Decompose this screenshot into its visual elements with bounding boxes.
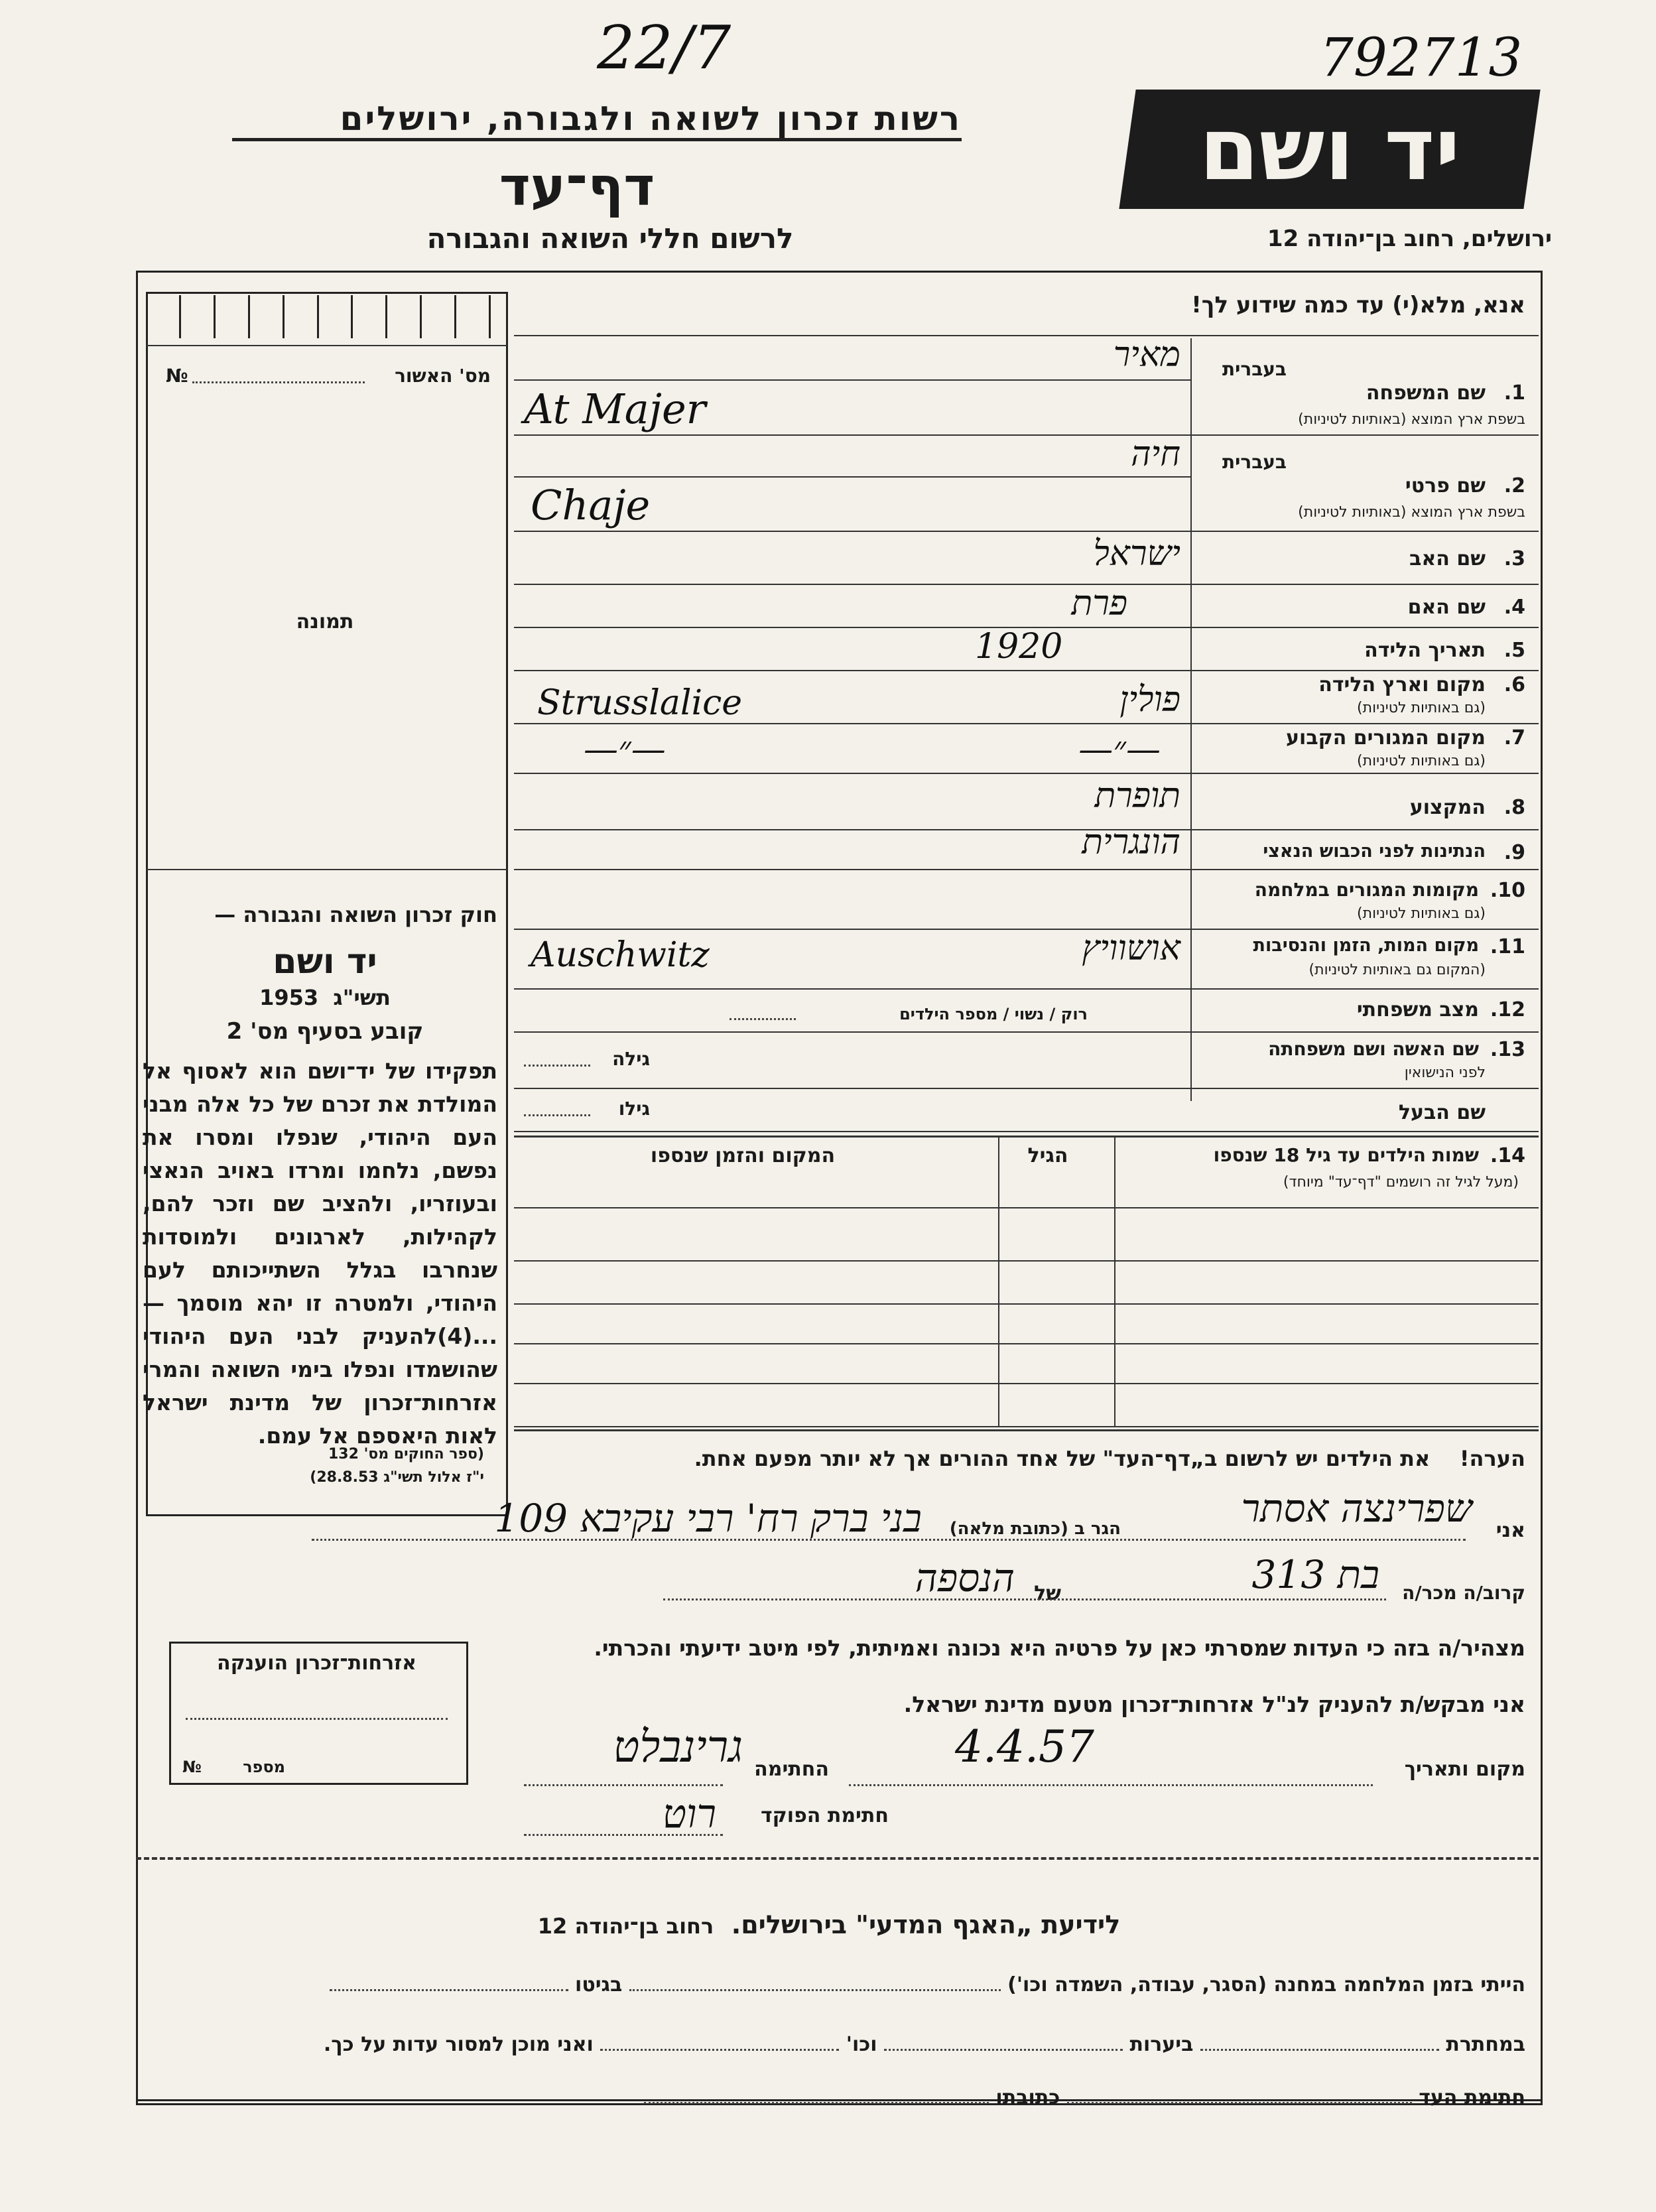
field-1-sub: בשפת ארץ המוצא (באותיות לטיניות) <box>1298 411 1525 428</box>
no-label: № <box>166 365 188 387</box>
field-6-answer-latin: Strusslalice <box>537 683 743 723</box>
field-12-label: מצב משפחתי <box>1356 998 1479 1021</box>
law-year-number: 1953 <box>259 985 319 1010</box>
note-label: הערה! <box>1459 1446 1525 1471</box>
field-1-answer-hebrew: מאיר <box>1113 335 1180 375</box>
document-number: 792713 <box>1320 27 1523 88</box>
field-1-answer-latin: At Majer <box>524 385 706 433</box>
field-11-answer-hebrew: אושוויץ <box>1082 929 1180 968</box>
field-2-answer-latin: Chaje <box>531 481 651 529</box>
field-3-answer: ישראל <box>1093 534 1180 574</box>
cut-line <box>136 1857 1539 1860</box>
note <box>517 1446 1525 1471</box>
decl-place-date: 4.4.57 <box>955 1721 1094 1772</box>
decl-residing-label: הגר ב (כתובת מלאה) <box>949 1519 1121 1539</box>
decl-of-label: של <box>1034 1582 1061 1605</box>
decl-officer-signature: רוט <box>662 1791 716 1837</box>
law-year-hebrew: תשי"ג <box>333 985 391 1010</box>
decl-relative-label: קרוב/ה מכר/ה <box>1402 1582 1525 1604</box>
bottom-witness-address: כתובתו <box>995 2086 1060 2109</box>
field-1-label: שם המשפחה <box>1366 381 1486 405</box>
law-name: יד ושם <box>273 942 377 982</box>
bottom-heading <box>398 1910 1260 1939</box>
form-subtitle: לרשום חללי השואה והגבורה <box>426 222 794 255</box>
bottom-line-1-text: הייתי בזמן המלחמה במחנה (הסגר, עבודה, השמדה וכו') <box>1007 1973 1525 1996</box>
approval-number-label: מס' האשור <box>395 365 491 387</box>
declarant-name: שפרינצה אסתר <box>1241 1486 1472 1531</box>
field-6-sub: (גם באותיות לטיניות) <box>1357 700 1486 716</box>
field-4-number: 4. <box>1503 596 1525 619</box>
law-title: חוק זכרון השואה והגבורה — <box>214 902 497 927</box>
field-8-label: המקצוע <box>1409 796 1486 819</box>
bottom-line-2 <box>146 2033 1525 2056</box>
field-9-answer: הונגרית <box>1082 822 1180 862</box>
children-sub: (מעל לגיל זה רושמים "דף־עד" מיוחד) <box>1283 1174 1519 1191</box>
field-9-number: 9. <box>1503 841 1525 864</box>
field-3-label: שם האב <box>1409 547 1486 570</box>
children-col-place: המקום והזמן שנספו <box>650 1144 836 1167</box>
form-title: דף־עד <box>499 156 655 218</box>
field-5-number: 5. <box>1503 639 1525 662</box>
field-11-number: 11. <box>1490 935 1525 958</box>
bottom-forests: ביערות <box>1129 2033 1194 2056</box>
field-6-number: 6. <box>1503 673 1525 696</box>
bottom-line-3 <box>146 2086 1525 2109</box>
field-1-number: 1. <box>1503 381 1525 405</box>
bottom-witness-signature: חתימת העד <box>1419 2086 1525 2109</box>
field-10-sub: (גם באותיות לטיניות) <box>1357 905 1486 922</box>
law-clause: קובע בסעיף מס' 2 <box>226 1018 424 1045</box>
field-2-sub: בשפת ארץ המוצא (באותיות לטיניות) <box>1298 504 1525 521</box>
intro-instruction: אנא, מלא(י) עד כמה שידוע לך! <box>1191 292 1525 318</box>
field-1-hebrew-tag: בעברית <box>1222 358 1287 380</box>
field-10-number: 10. <box>1490 879 1525 902</box>
field-11-label: מקום המות, הזמן והנסיבות <box>1253 935 1479 956</box>
law-source: (ספר החוקים מס' 132 <box>328 1446 484 1463</box>
field-7-number: 7. <box>1503 726 1525 749</box>
decl-signature: גרינבלט <box>613 1721 743 1772</box>
field-12-number: 12. <box>1490 998 1525 1021</box>
decl-request: אני מבקש/ת להעניק לנ"ל אזרחות־זכרון מטעם מדינת ישראל. <box>903 1691 1525 1717</box>
field-2-number: 2. <box>1503 474 1525 497</box>
bottom-line-1-end: בגיטו <box>575 1973 623 1996</box>
husband-age-label: גילו <box>618 1098 650 1120</box>
children-col-age: הגיל <box>1027 1144 1068 1167</box>
field-2-answer-hebrew: חיה <box>1131 434 1180 474</box>
field-5-label: תאריך הלידה <box>1364 639 1486 662</box>
field-9-label: הנתינות לפני הכבוש הנאצי <box>1263 841 1486 862</box>
children-number: 14. <box>1490 1144 1525 1167</box>
field-3-number: 3. <box>1503 547 1525 570</box>
citizenship-number-label: מספר <box>243 1758 285 1776</box>
field-4-answer: פרת <box>1071 584 1127 623</box>
field-12-options: רוק / נשוי / מספר הילדים <box>899 1005 1088 1023</box>
field-4-label: שם האם <box>1407 596 1486 619</box>
field-2-hebrew-tag: בעברית <box>1222 451 1287 473</box>
field-8-number: 8. <box>1503 796 1525 819</box>
decl-relation-of: הנספה <box>915 1555 1015 1600</box>
field-10-label: מקומות המגורים במלחמה <box>1254 879 1479 901</box>
field-13-label: שם האשה ושם משפחתה <box>1268 1038 1479 1060</box>
bottom-title: לידיעת „האגף המדעי" בירושלים. <box>731 1910 1121 1939</box>
field-11-answer-latin: Auschwitz <box>531 935 710 975</box>
law-year <box>153 985 497 1010</box>
decl-signature-label: החתימה <box>754 1758 829 1781</box>
decl-place-date-label: מקום ותאריך <box>1404 1758 1525 1781</box>
note-text: את הילדים יש לרשום ב„דף־העד" של אחד ההורים אך לא יותר מפעם אחת. <box>694 1446 1431 1471</box>
field-7-answer-hebrew: —״— <box>1078 730 1161 769</box>
husband-label: שם הבעל <box>1398 1101 1486 1124</box>
decl-statement: מצהיר/ה בזה כי העדות שמסרתי כאן על פרטיה היא נכונה ואמיתית, לפי מיטב ידיעתי והכרתי. <box>594 1635 1525 1661</box>
bottom-line-1 <box>146 1973 1525 1996</box>
field-11-sub: (המקום גם באותיות לטיניות) <box>1308 962 1486 978</box>
decl-officer-label: חתימת הפוקד <box>761 1804 889 1827</box>
law-source-date: י"ז אלול תשי"ג 28.8.53) <box>310 1469 484 1486</box>
field-6-answer-hebrew: פולין <box>1119 680 1180 720</box>
bottom-etc: וכו' <box>846 2033 877 2056</box>
decl-relation: בת 313 <box>1251 1552 1379 1597</box>
field-5-answer: 1920 <box>975 627 1063 667</box>
field-13-sub: לפני הנישואין <box>1404 1065 1486 1081</box>
tally-marks <box>179 295 491 338</box>
field-7-label: מקום המגורים הקבוע <box>1286 726 1486 749</box>
law-text: תפקידו של יד־ושם הוא לאסוף אל המולדת את זכרם של כל אלה מבני העם היהודי, שנפלו ומסרו את נפשם, נלחמו ומרדו באויב הנאצי ובעוזריו, ולהציב שם וזכר להם, לקהילות, לארגונים ולמוסדות שנחרבו בגלל השתייכותם לעם היהודי, ולמטרה זו יהא מוסמך — ...(4)להעניק לבני העם היהודי שהושמדו ונפלו בימי השואה והמרי אזרחות־זכרון של מדינת ישראל לאות היאספם אל עמם. <box>143 1058 497 1449</box>
logo-text: יד ושם <box>1199 99 1460 200</box>
field-6-label: מקום וארץ הלידה <box>1318 673 1486 696</box>
institution-name: רשות זכרון לשואה ולגבורה, ירושלים <box>232 99 962 141</box>
handwritten-reference: 22/7 <box>597 13 732 83</box>
photo-label: תמונה <box>296 610 354 633</box>
bottom-underground: במחתרת <box>1446 2033 1525 2056</box>
children-label: שמות הילדים עד גיל 18 שנספו <box>1213 1144 1479 1166</box>
yad-vashem-logo <box>1119 90 1540 209</box>
field-8-answer: תופרת <box>1094 776 1180 816</box>
bottom-willing: ואני מוכן למסור עדות על כך. <box>323 2033 594 2056</box>
decl-i-label: אני <box>1496 1519 1525 1542</box>
field-2-label: שם פרטי <box>1405 474 1486 497</box>
declarant-address: בני ברק רח' רבי עקיבא 109 <box>494 1496 922 1541</box>
citizenship-no-label: № <box>182 1758 202 1776</box>
field-7-answer-latin: —״— <box>584 730 666 769</box>
bottom-address: רחוב בן־יהודה 12 <box>537 1914 714 1939</box>
citizenship-box-title: אזרחות־זכרון הוענקה <box>216 1652 417 1675</box>
logo-address: ירושלים, רחוב בן־יהודה 12 <box>1267 226 1552 252</box>
field-7-sub: (גם באותיות לטיניות) <box>1357 753 1486 769</box>
field-13-number: 13. <box>1490 1038 1525 1061</box>
wife-age-label: גילה <box>612 1048 650 1070</box>
